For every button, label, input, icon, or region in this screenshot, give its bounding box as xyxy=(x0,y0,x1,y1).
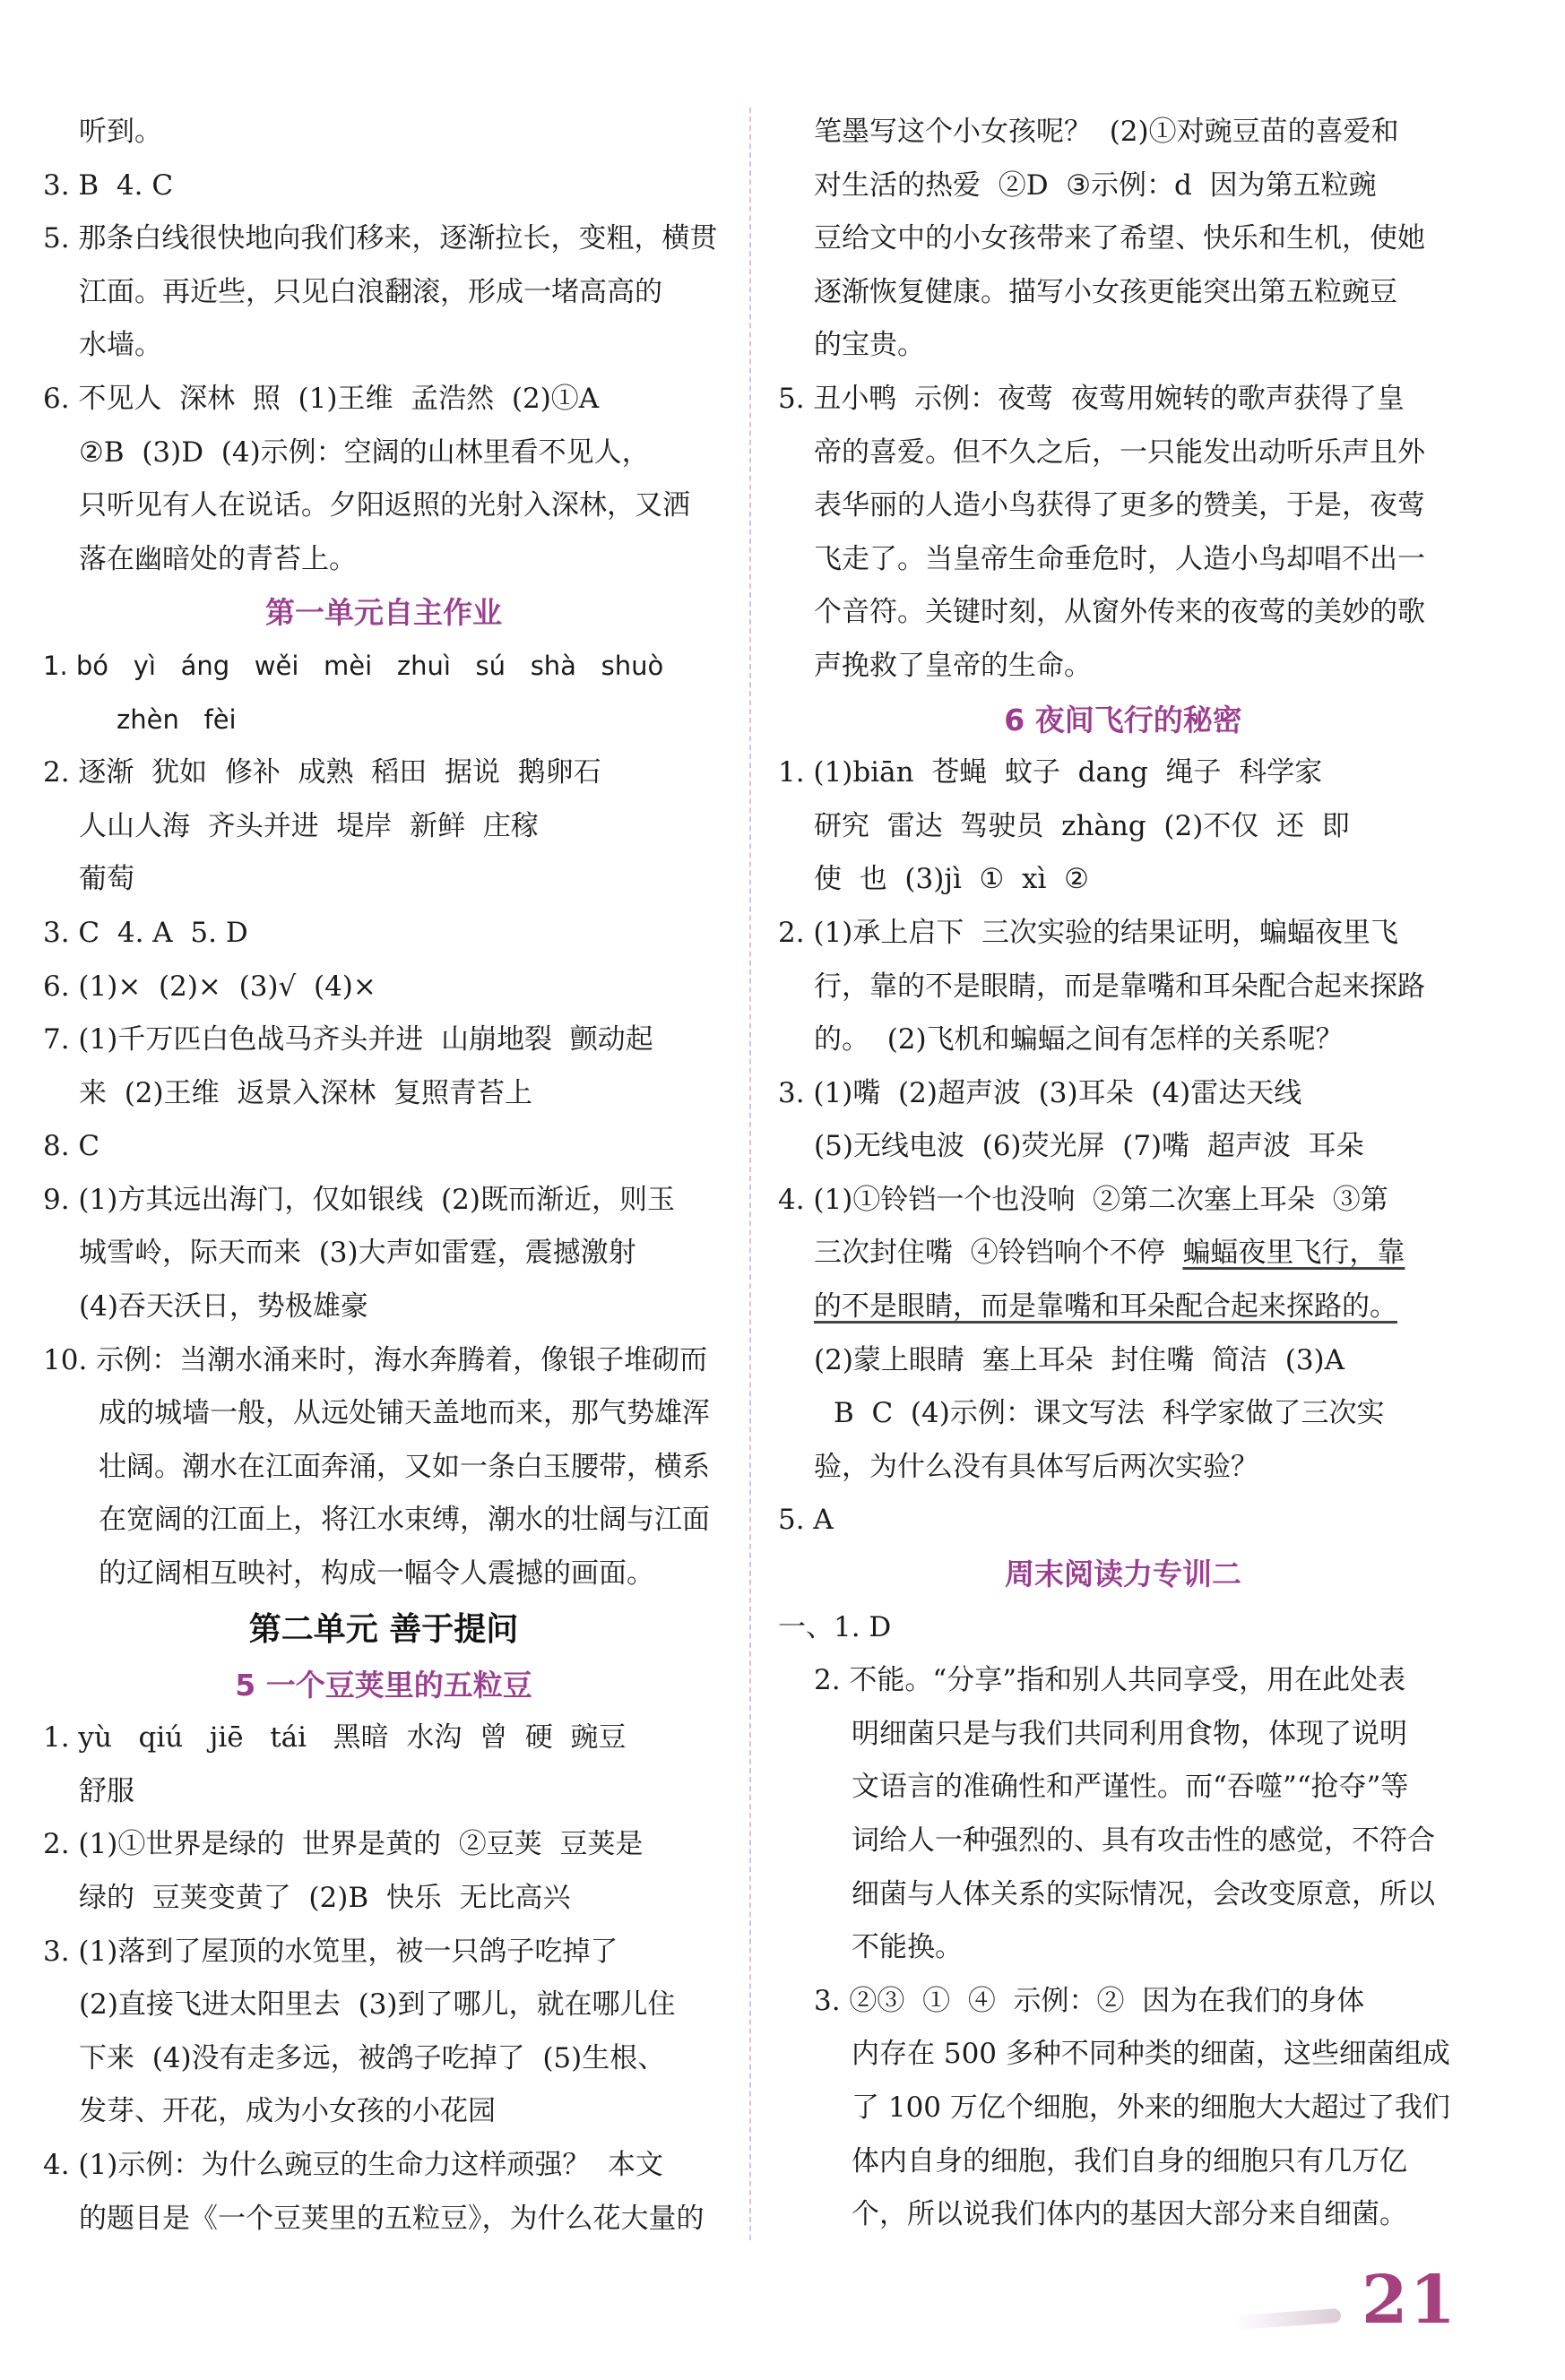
text-line: 葡萄 xyxy=(79,863,134,896)
unit-2-title: 第二单元 善于提问 xyxy=(248,1610,519,1648)
text-segment: 三次封住嘴 ④铃铛响个不停 xyxy=(814,1237,1183,1270)
text-line: zhèn fèi xyxy=(117,703,237,735)
answer-2: 2. 不能。“分享”指和别人共同享受，用在此处表 xyxy=(814,1664,1406,1697)
text-line: 的题目是《一个豆荚里的五粒豆》，为什么花大量的 xyxy=(79,2202,705,2235)
answer-3: 3. ②③ ① ④ 示例：② 因为在我们的身体 xyxy=(814,1984,1365,2017)
text-line: 的。 (2)飞机和蝙蝠之间有怎样的关系呢？ xyxy=(814,1023,1344,1056)
section-1-answer-1: 一、1. D xyxy=(778,1610,892,1643)
answer-3-4: 3. B 4. C xyxy=(43,168,174,202)
section-heading-unit1-homework: 第一单元自主作业 xyxy=(265,595,502,631)
text-line: 的宝贵。 xyxy=(814,329,925,362)
text-line: 只听见有人在说话。夕阳返照的光射入深林，又洒 xyxy=(79,489,690,522)
left-column xyxy=(43,106,724,2246)
answer-6: 6. (1)× (2)× (3)√ (4)× xyxy=(43,970,376,1003)
text-line: 对生活的热爱 ②D ③示例：d 因为第五粒豌 xyxy=(814,168,1377,202)
answer-10: 10. 示例：当潮水涌来时，海水奔腾着，像银子堆砌而 xyxy=(43,1343,708,1376)
text-line: (2)直接飞进太阳里去 (3)到了哪儿，就在哪儿住 xyxy=(79,1988,676,2022)
text-line: 个，所以说我们体内的基因大部分来自细菌。 xyxy=(852,2198,1407,2231)
answer-3-4-5: 3. C 4. A 5. D xyxy=(43,916,248,949)
text-line: (4)吞天沃日，势极雄豪 xyxy=(79,1290,368,1324)
text-line: 内存在 500 多种不同种类的细菌，这些细菌组成 xyxy=(852,2038,1450,2071)
text-line: 舒服 xyxy=(79,1774,134,1807)
text-line: (5)无线电波 (6)荧光屏 (7)嘴 超声波 耳朵 xyxy=(814,1130,1364,1163)
answer-3: 3. (1)落到了屋顶的水笕里，被一只鸽子吃掉了 xyxy=(43,1935,618,1968)
answer-5: 5. 那条白线很快地向我们移来，逐渐拉长，变粗，横贯 xyxy=(43,222,718,255)
text-line: 行，靠的不是眼睛，而是靠嘴和耳朵配合起来探路 xyxy=(814,970,1425,1003)
text-line: 来 (2)王维 返景入深林 复照青苔上 xyxy=(79,1076,533,1109)
answer-2: 2. (1)①世界是绿的 世界是黄的 ②豆荚 豆荚是 xyxy=(43,1828,644,1861)
answer-1-pinyin: 1. bó yì áng wěi mèi zhuì sú shà shuò xyxy=(43,650,664,681)
text-line: 研究 雷达 驾驶员 zhàng (2)不仅 还 即 xyxy=(814,809,1350,842)
lesson-5-title: 5 一个豆荚里的五粒豆 xyxy=(235,1667,532,1703)
answer-1: 1. yù qiú jiē tái 黑暗 水沟 曾 硬 豌豆 xyxy=(43,1721,627,1755)
answer-7: 7. (1)千万匹白色战马齐头并进 山崩地裂 颤动起 xyxy=(43,1023,653,1056)
text-line: 文语言的准确性和严谨性。而“吞噬”“抢夺”等 xyxy=(852,1771,1409,1804)
text-line: 成的城墙一般，从远处铺天盖地而来，那气势雄浑 xyxy=(99,1397,710,1430)
column-divider xyxy=(749,108,751,2240)
answer-2: 2. (1)承上启下 三次实验的结果证明，蝙蝠夜里飞 xyxy=(778,916,1399,949)
text-line: 飞走了。当皇帝生命垂危时，人造小鸟却唱不出一 xyxy=(814,542,1425,575)
text-line: 表华丽的人造小鸟获得了更多的赞美，于是，夜莺 xyxy=(814,489,1425,522)
underlined-answer: 的不是眼睛，而是靠嘴和耳朵配合起来探路的。 xyxy=(814,1290,1397,1324)
text-line: 笔墨写这个小女孩呢？ (2)①对豌豆苗的喜爱和 xyxy=(814,116,1399,148)
text-line: 水墙。 xyxy=(79,329,162,362)
text-line: 明细菌只是与我们共同利用食物，体现了说明 xyxy=(852,1717,1407,1750)
underlined-answer: 蝙蝠夜里飞行，靠 xyxy=(1182,1237,1405,1270)
text-line: 壮阔。潮水在江面奔涌，又如一条白玉腰带，横系 xyxy=(99,1450,710,1483)
text-line: 细菌与人体关系的实际情况，会改变原意，所以 xyxy=(852,1877,1435,1910)
answer-8: 8. C xyxy=(43,1130,100,1163)
text-line: (2)蒙上眼睛 塞上耳朵 封住嘴 简洁 (3)A xyxy=(814,1343,1345,1376)
text-line: 绿的 豆荚变黄了 (2)B 快乐 无比高兴 xyxy=(79,1882,571,1914)
text-line: 豆给文中的小女孩带来了希望、快乐和生机，使她 xyxy=(814,222,1425,255)
page-number: 21 xyxy=(1362,2262,1457,2339)
answer-4: 4. (1)示例：为什么豌豆的生命力这样顽强？ 本文 xyxy=(43,2148,664,2181)
text-line: 个音符。关键时刻，从窗外传来的夜莺的美妙的歌 xyxy=(814,596,1425,629)
text-line: 验，为什么没有具体写后两次实验？ xyxy=(814,1450,1258,1483)
text-line: B C (4)示例：课文写法 科学家做了三次实 xyxy=(834,1397,1385,1430)
text-line: 落在幽暗处的青苔上。 xyxy=(79,542,357,575)
text-line xyxy=(778,1227,1468,1281)
answer-3: 3. (1)嘴 (2)超声波 (3)耳朵 (4)雷达天线 xyxy=(778,1076,1302,1109)
decorative-swoosh xyxy=(1233,2308,1342,2330)
text-line: 使 也 (3)jì ① xì ② xyxy=(814,863,1089,896)
text-line: 了 100 万亿个细胞，外来的细胞大大超过了我们 xyxy=(852,2091,1450,2124)
lesson-6-title: 6 夜间飞行的秘密 xyxy=(1004,702,1242,737)
text-line: 江面。再近些，只见白浪翻滚，形成一堵高高的 xyxy=(79,275,662,308)
text-line: 逐渐恢复健康。描写小女孩更能突出第五粒豌豆 xyxy=(814,275,1397,308)
answer-2: 2. 逐渐 犹如 修补 成熟 稻田 据说 鹅卵石 xyxy=(43,756,601,789)
right-column xyxy=(778,106,1468,2242)
answer-6: 6. 不见人 深林 照 (1)王维 孟浩然 (2)①A xyxy=(43,382,600,415)
text-line: 不能换。 xyxy=(852,1931,963,1964)
text-line: 在宽阔的江面上，将江水束缚，潮水的壮阔与江面 xyxy=(99,1504,710,1537)
text-line: 的辽阔相互映衬，构成一幅令人震撼的画面。 xyxy=(99,1557,654,1591)
weekend-reading-title: 周末阅读力专训二 xyxy=(1005,1556,1241,1592)
text-line: 帝的喜爱。但不久之后，一只能发出动听乐声且外 xyxy=(814,435,1425,469)
text-line: 发芽、开花，成为小女孩的小花园 xyxy=(79,2095,496,2128)
text-line: 城雪岭，际天而来 (3)大声如雷霆，震撼激射 xyxy=(79,1237,636,1270)
text-line: 声挽救了皇帝的生命。 xyxy=(814,649,1092,682)
text-line: 人山人海 齐头并进 堤岸 新鲜 庄稼 xyxy=(79,809,539,842)
answer-5: 5. A xyxy=(778,1504,834,1537)
text-line: 词给人一种强烈的、具有攻击性的感觉，不符合 xyxy=(852,1824,1435,1857)
answer-1: 1. (1)biān 苍蝇 蚊子 dang 绳子 科学家 xyxy=(778,756,1323,789)
answer-4: 4. (1)①铃铛一个也没响 ②第二次塞上耳朵 ③第 xyxy=(778,1183,1388,1216)
text-line: 体内自身的细胞，我们自身的细胞只有几万亿 xyxy=(852,2144,1407,2177)
text-line: 下来 (4)没有走多远，被鸽子吃掉了 (5)生根、 xyxy=(79,2041,666,2074)
answer-9: 9. (1)方其远出海门，仅如银线 (2)既而渐近，则玉 xyxy=(43,1183,675,1216)
text-line: ②B (3)D (4)示例：空阔的山林里看不见人， xyxy=(79,435,650,469)
text-line: 听到。 xyxy=(79,116,162,148)
answer-5: 5. 丑小鸭 示例：夜莺 夜莺用婉转的歌声获得了皇 xyxy=(778,382,1405,415)
